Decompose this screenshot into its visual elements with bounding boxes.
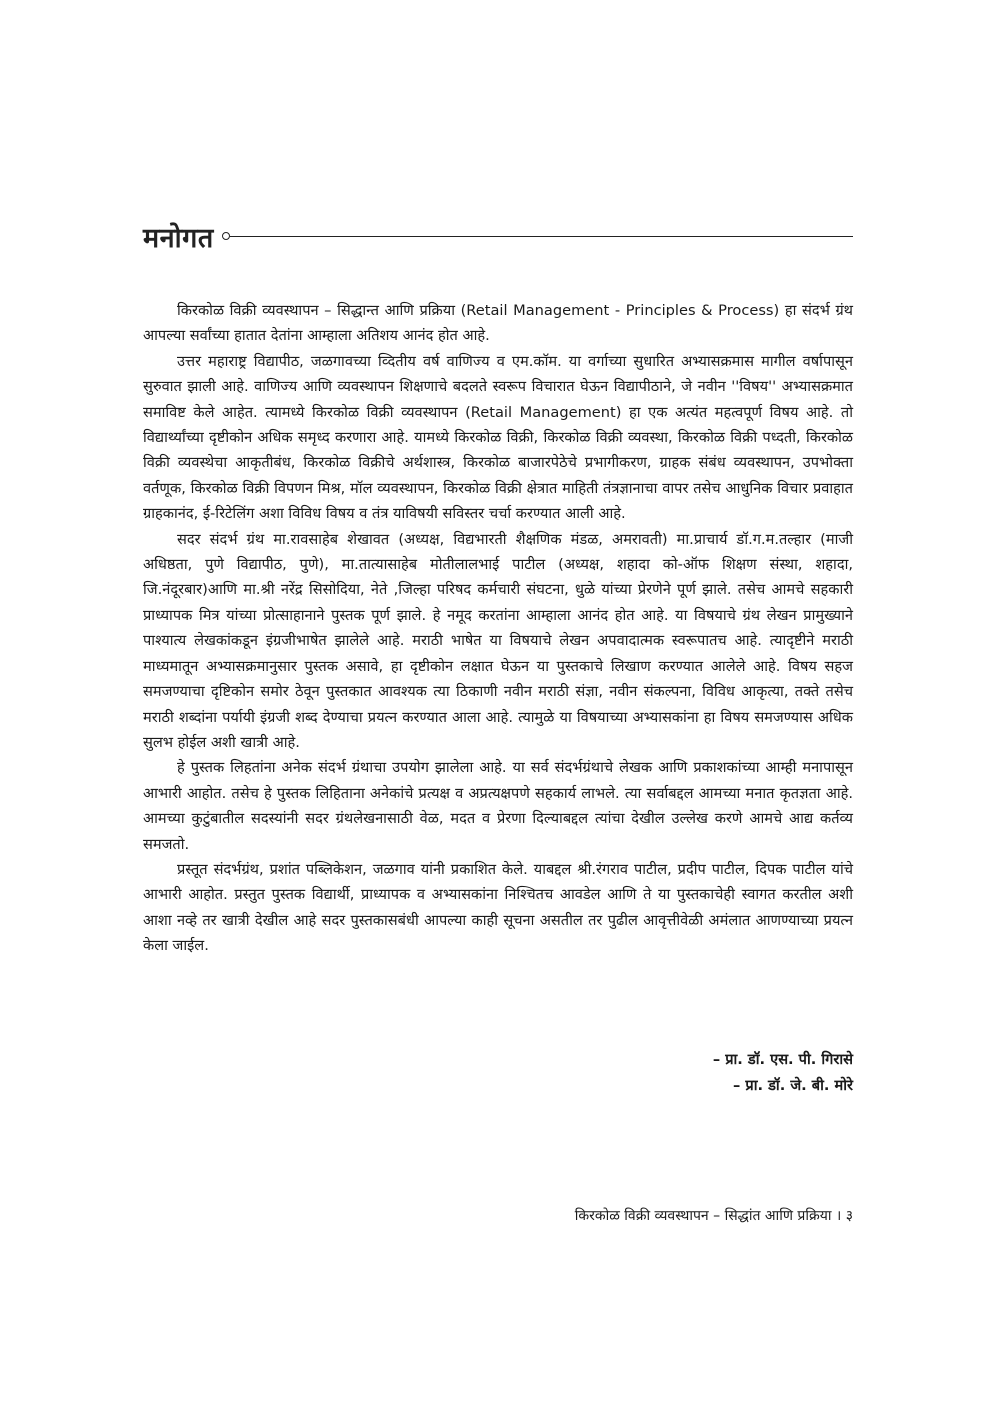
paragraph-2: उत्तर महाराष्ट्र विद्यापीठ, जळगावच्या व्दितीय वर्ष वाणिज्य व एम.कॉम. या वर्गाच्या सुधारित अभ्यासक्रमास मागील वर्षापासून सुरुवात झाली आहे. वाणिज्य आणि व्यवस्थापन शिक्षणाचे बदलते स्वरूप विचारात घेऊन विद्यापीठाने, जे नवीन ''विषय'' अभ्यासक्रमात समाविष्ट केले आहेत. त्यामध्ये किरकोळ विक्री व्यवस्थापन (Retail Management) हा एक अत्यंत महत्वपूर्ण विषय आहे. तो विद्यार्थ्यांच्या दृष्टीकोन अधिक समृध्द करणारा आहे. यामध्ये किरकोळ विक्री, किरकोळ विक्री व्यवस्था, किरकोळ विक्री पध्दती, किरकोळ विक्री व्यवस्थेचा आकृतीबंध, किरकोळ विक्रीचे अर्थशास्त्र, किरकोळ बाजारपेठेचे प्रभागीकरण, ग्राहक संबंध व्यवस्थापन, उपभोक्ता वर्तणूक, किरकोळ विक्री विपणन मिश्र, मॉल व्यवस्थापन, किरकोळ विक्री क्षेत्रात माहिती तंत्रज्ञानाचा वापर तसेच आधुनिक विचार प्रवाहात ग्राहकानंद, ई-रिटेलिंग अशा विविध विषय व तंत्र याविषयी सविस्तर चर्चा करण्यात आली आहे. bbox=[143, 352, 853, 523]
heading-rule bbox=[222, 232, 853, 240]
heading-rule-circle bbox=[222, 232, 230, 240]
page-footer: किरकोळ विक्री व्यवस्थापन – सिद्धांत आणि प्रक्रिया । ३ bbox=[574, 1208, 853, 1224]
paragraph-4: हे पुस्तक लिहतांना अनेक संदर्भ ग्रंथाचा उपयोग झालेला आहे. या सर्व संदर्भग्रंथाचे लेखक आणि प्रकाशकांच्या आम्ही मनापासून आभारी आहोत. तसेच हे पुस्तक लिहिताना अनेकांचे प्रत्यक्ष व अप्रत्यक्षपणे सहकार्य लाभले. त्या सर्वाबद्दल आमच्या मनात कृतज्ञता आहे. आमच्या कुटुंबातील सदस्यांनी सदर ग्रंथलेखनासाठी वेळ, मदत व प्रेरणा दिल्याबद्दल त्यांचा देखील उल्लेख करणे आमचे आद्य कर्तव्य समजतो. bbox=[143, 759, 853, 853]
paragraph-1: किरकोळ विक्री व्यवस्थापन – सिद्धान्त आणि प्रक्रिया (Retail Management - Principles & Process) हा संदर्भ ग्रंथ आपल्या सर्वांच्या हातात देतांना आम्हाला अतिशय आनंद होत आहे. bbox=[143, 302, 853, 345]
heading-rule-line bbox=[230, 236, 853, 237]
section-heading bbox=[143, 216, 853, 256]
paragraph-5: प्रस्तूत संदर्भग्रंथ, प्रशांत पब्लिकेशन, जळगाव यांनी प्रकाशित केले. याबद्दल श्री.रंगराव पाटील, प्रदीप पाटील, दिपक पाटील यांचे आभारी आहोत. प्रस्तुत पुस्तक विद्यार्थी, प्राध्यापक व अभ्यासकांना निश्चितच आवडेल आणि ते या पुस्तकाचेही स्वागत करतील अशी आशा नव्हे तर खात्री देखील आहे सदर पुस्तकासबंधी आपल्या काही सूचना असतील तर पुढील आवृत्तीवेळी अमंलात आणण्याच्या प्रयत्न केला जाईल. bbox=[143, 860, 853, 955]
author-signature-1: – प्रा. डॉ. एस. पी. गिरासे bbox=[712, 1051, 853, 1068]
preface-body bbox=[143, 298, 853, 959]
page-title: मनोगत bbox=[143, 222, 214, 254]
paragraph-3: सदर संदर्भ ग्रंथ मा.रावसाहेब शेखावत (अध्यक्ष, विद्यभारती शैक्षणिक मंडळ, अमरावती) मा.प्राचार्य डॉ.ग.म.तल्हार (माजी अधिष्ठता, पुणे विद्यापीठ, पुणे), मा.तात्यासाहेब मोतीलालभाई पाटील (अध्यक्ष, शहादा को-ऑफ शिक्षण संस्था, शहादा, जि.नंदूरबार)आणि मा.श्री नरेंद्र सिसोदिया, नेते ,जिल्हा परिषद कर्मचारी संघटना, धुळे यांच्या प्रेरणेने पूर्ण झाले. तसेच आमचे सहकारी प्राध्यापक मित्र यांच्या प्रोत्साहानाने पुस्तक पूर्ण झाले. हे नमूद करतांना आम्हाला आनंद होत आहे. या विषयाचे ग्रंथ लेखन प्रामुख्याने पाश्यात्य लेखकांकडून इंग्रजीभाषेत झालेले आहे. मराठी भाषेत या विषयाचे लेखन अपवादात्मक स्वरूपातच आहे. त्यादृष्टीने मराठी माध्यमातून अभ्यासक्रमानुसार पुस्तक असावे, हा दृष्टीकोन लक्षात घेऊन या पुस्तकाचे लिखाण करण्यात आलेले आहे. विषय सहज समजण्याचा दृष्टिकोन समोर ठेवून पुस्तकात आवश्यक त्या ठिकाणी नवीन मराठी संज्ञा, नवीन संकल्पना, विविध आकृत्या, तक्ते तसेच मराठी शब्दांना पर्यायी इंग्रजी शब्द देण्याचा प्रयत्न करण्यात आला आहे. त्यामुळे या विषयाच्या अभ्यासकांना हा विषय समजण्यास अधिक सुलभ होईल अशी खात्री आहे. bbox=[143, 530, 853, 751]
author-signature-2: – प्रा. डॉ. जे. बी. मोरे bbox=[733, 1077, 853, 1094]
author-signatures bbox=[713, 1047, 853, 1099]
